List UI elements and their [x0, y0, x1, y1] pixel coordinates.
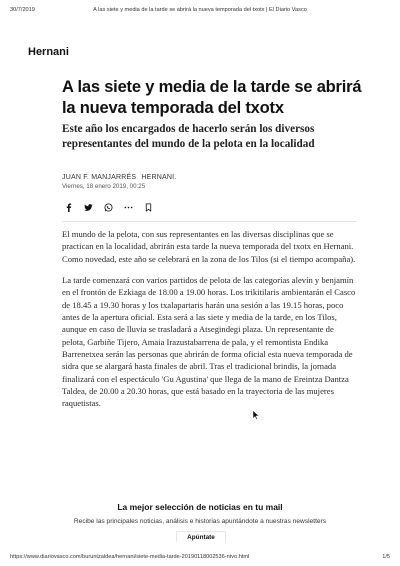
newsletter-title: La mejor selección de noticias en tu mail: [117, 502, 283, 512]
print-url: https://www.diariovasco.com/buruntzaldea/hernani/siete-media-tarde-20190118002536-ntvo.html: [10, 554, 250, 560]
whatsapp-icon[interactable]: [104, 199, 113, 208]
print-date: 30/7/2019: [10, 7, 35, 13]
byline: [62, 174, 176, 181]
newsletter-subscribe-button[interactable]: Apúntate: [176, 531, 226, 542]
article-body: [62, 228, 358, 419]
more-icon[interactable]: [124, 199, 133, 208]
author-name: JUAN F. MANJARRÉS: [62, 174, 137, 181]
article-headline: A las siete y media de la tarde se abrirá la nueva temporada del txotx: [62, 78, 362, 117]
divider: [62, 221, 356, 222]
dateline-location: HERNANI.: [141, 174, 177, 181]
section-tag[interactable]: Hernani: [28, 46, 69, 58]
print-page-number: 1/5: [382, 554, 390, 560]
print-page-title: A las siete y media de la tarde se abrirá la nueva temporada del txotx | El Diario Vasco: [93, 7, 307, 13]
publish-date: Viernes, 18 enero 2019, 00:25: [62, 183, 146, 190]
bookmark-icon[interactable]: [144, 199, 153, 208]
twitter-icon[interactable]: [84, 199, 93, 208]
share-bar: [64, 199, 153, 208]
article-paragraph: El mundo de la pelota, con sus representantes en las diversas disciplinas que se practican en la localidad, abrirán esta tarde la nueva temporada del txotx en Hernani. Como novedad, este año se celebrará en la zona de los Tilos (si el tiempo acompaña).: [62, 229, 356, 264]
facebook-icon[interactable]: [64, 199, 73, 208]
print-header: [10, 7, 390, 13]
print-footer: [10, 554, 390, 560]
mouse-cursor-icon: [252, 410, 260, 420]
article-subhead: Este año los encargados de hacerlo serán los diversos representantes del mundo de la pelota en la localidad: [62, 123, 315, 150]
article-paragraph: La tarde comenzará con varios partidos de pelota de las categorías alevín y benjamín en el frontón de Ezkiaga de 18.00 a 19.00 horas. Los trikitilaris ambientarán el Casco de 18.45 a 19.30 horas y los txalapartaris harán una sesión a las 19.15 horas, poco antes de la apertura oficial. Esta será a las siete y media de la tarde, en los Tilos, aunque en caso de lluvia se trasladará a Atsegindegi plaza. Un representante de pelota, Garbiñe Tijero, Amaia Irazustabarrena de pala, y el remontista Endika Barrenetxea serán las personas que abrirán de forma oficial esta nueva temporada de sidra que se alargará hasta finales de abril. Tras el tradicional brindis, la jornada finalizará con el espectáculo 'Gu Agustina' que llega de la mano de Ereintza Dantza Taldea, de 20.00 a 20.30 horas, que está basado en la trayectoria de las mujeres raquetistas.: [62, 275, 356, 409]
newsletter-promo: [0, 502, 400, 525]
newsletter-description: Recibe las principales noticias, análisis e historias apuntándote a nuestras newsletters: [73, 518, 327, 525]
